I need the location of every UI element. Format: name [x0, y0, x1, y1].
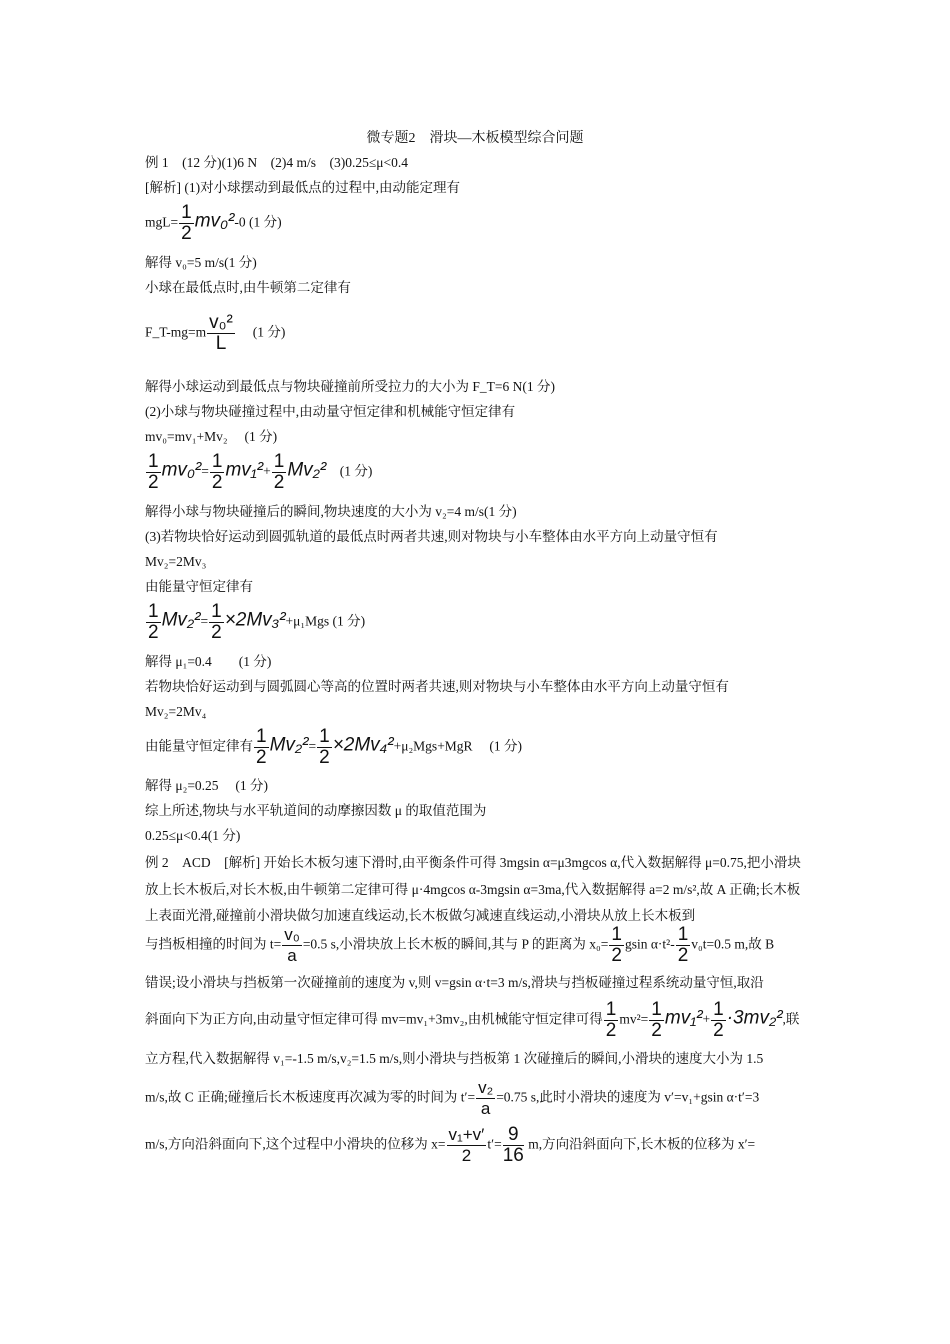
example2-paragraph: 例 2 ACD [解析] 开始长木板匀速下滑时,由平衡条件可得 3mgsin α=μ3mgcos α,代入数据解得 μ=0.75,把小滑块放上长木板后,对长木板,由牛顿第二定律可得 μ·4mgcos α-3mgsin α=3ma,代入数据解得 a=2 m/s²,故 A 正确;长木板上表面光滑,碰撞前小滑块做匀加速直线运动,长木板做匀减速直线运动,小滑块从放上长木板到: [145, 855, 801, 923]
solution-line: 解得小球运动到最低点与物块碰撞前所受拉力的大小为 F_T=6 N(1 分): [145, 379, 555, 394]
page-title: 微专题2 滑块—木板模型综合问题: [366, 131, 584, 146]
example2-line: m/s,故 C 正确;碰撞后长木板速度再次减为零的时间为 t′= $\frac{\text{v₂}}{a}$ =0.75 s,此时小滑块的速度为 v′=v₁+gsin α·t′=3: [145, 1078, 760, 1118]
text-line: 小球在最低点时,由牛顿第二定律有: [145, 280, 351, 295]
example2-line: 与挡板相撞的时间为 t= $\frac{\text{v₀}}{a}$ =0.5 s,小滑块放上长木板的瞬间,其与 P 的距离为 x₀= $\frac{1}{2}$ gsin α·t²- $\frac{1}{2}$ v₀t=0.5 m,故 B: [145, 924, 775, 966]
example2-line: 斜面向下为正方向,由动量守恒定律可得 mv=mv₁+3mv₂,由机械能守恒定律可得 $\frac{1}{2}$ mv²= $\frac{1}{2}$ mv₁²+ $\frac{1}{2}$ ·3mv₂²,联: [145, 999, 800, 1041]
equation-line: Mv₂=2Mv₃: [145, 554, 207, 569]
fraction: $\frac{1}{2}$: [181, 202, 192, 244]
equation-energy-conservation: $\frac{1}{2}$ mv₀²= $\frac{1}{2}$ mv₁²+ $\frac{1}{2}$ Mv₂² (1 分): [148, 451, 373, 493]
fraction: $\frac{1}{2}$: [611, 924, 622, 966]
text-line: (2)小球与物块碰撞过程中,由动量守恒定律和机械能守恒定律有: [145, 404, 516, 419]
fraction: $\frac{1}{2}$: [319, 726, 330, 768]
fraction: $\frac{1}{2}$: [273, 451, 285, 493]
fraction: $\frac{1}{2}$: [211, 601, 222, 643]
solution-line: 解得小球与物块碰撞后的瞬间,物块速度的大小为 v₂=4 m/s(1 分): [145, 504, 517, 519]
analysis-line: [解析] (1)对小球摆动到最低点的过程中,由动能定理有: [145, 180, 460, 195]
equation-energy-conservation: 由能量守恒定律有 $\frac{1}{2}$ Mv₂²= $\frac{1}{2}$ ×2Mv₄²+μ₂Mgs+MgR (1 分): [145, 726, 523, 768]
example2-line: 错误;设小滑块与挡板第一次碰撞前的速度为 v,则 v=gsin α·t=3 m/s,滑块与挡板碰撞过程系统动量守恒,取沿: [145, 975, 764, 990]
fraction: $\frac{1}{2}$: [148, 451, 159, 493]
fraction: $\frac{1}{2}$: [256, 726, 267, 768]
fraction: $\frac{1}{2}$: [211, 451, 223, 493]
text-line: 由能量守恒定律有: [145, 579, 253, 594]
text-line: 综上所述,物块与水平轨道间的动摩擦因数 μ 的取值范围为: [145, 803, 487, 818]
eq-text: F_T-mg=m: [145, 324, 207, 340]
fraction: $\frac{1}{2}$: [713, 999, 724, 1041]
fraction: $\frac{\text{v₁+v′}}{2}$: [448, 1125, 485, 1165]
equation-energy-conservation: $\frac{1}{2}$ Mv₂²= $\frac{1}{2}$ ×2Mv₃²+μ₁Mgs (1 分): [148, 601, 366, 643]
eq-text: (1 分): [252, 324, 286, 340]
example2-line: m/s,方向沿斜面向下,这个过程中小滑块的位移为 x= $\frac{\text{v₁+v′}}{2}$ t′= $\frac{9}{16}$ m,方向沿斜面向下,长木板的位移为 x′=: [145, 1124, 756, 1166]
solution-line: 解得 v₀=5 m/s(1 分): [145, 255, 257, 270]
example1-answer: 例 1 (12 分)(1)6 N (2)4 m/s (3)0.25≤μ<0.4: [145, 155, 408, 170]
text-line: 若物块恰好运动到与圆弧圆心等高的位置时两者共速,则对物块与小车整体由水平方向上动量守恒有: [145, 679, 729, 694]
equation-newton: [145, 313, 285, 354]
eq-term: mv₀²: [194, 210, 235, 232]
equation-momentum: mv₀=mv₁+Mv₂ (1 分): [145, 429, 278, 444]
eq-text: mgL=: [145, 214, 179, 230]
equation-energy: [145, 203, 282, 244]
example2-line: 立方程,代入数据解得 v₁=-1.5 m/s,v₂=1.5 m/s,则小滑块与挡板第 1 次碰撞后的瞬间,小滑块的速度大小为 1.5: [145, 1051, 764, 1066]
eq-text: -0 (1 分): [234, 214, 282, 230]
equation-line: Mv₂=2Mv₄: [145, 704, 207, 719]
result-line: 0.25≤μ<0.4(1 分): [145, 828, 241, 843]
text-line: (3)若物块恰好运动到圆弧轨道的最低点时两者共速,则对物块与小车整体由水平方向上动量守恒有: [145, 529, 718, 544]
fraction: $\frac{\text{v₀²}}{L}$: [209, 312, 233, 354]
fraction: $\frac{9}{16}$: [502, 1124, 524, 1166]
solution-line: 解得 μ₂=0.25 (1 分): [145, 778, 269, 793]
fraction: $\frac{1}{2}$: [677, 924, 689, 966]
fraction: $\frac{1}{2}$: [651, 999, 662, 1041]
fraction: $\frac{\text{v₂}}{a}$: [478, 1078, 494, 1118]
fraction: $\frac{\text{v₀}}{a}$: [284, 925, 300, 965]
fraction: $\frac{1}{2}$: [148, 601, 159, 643]
fraction: $\frac{1}{2}$: [605, 999, 617, 1041]
solution-line: 解得 μ₁=0.4 (1 分): [145, 654, 272, 669]
